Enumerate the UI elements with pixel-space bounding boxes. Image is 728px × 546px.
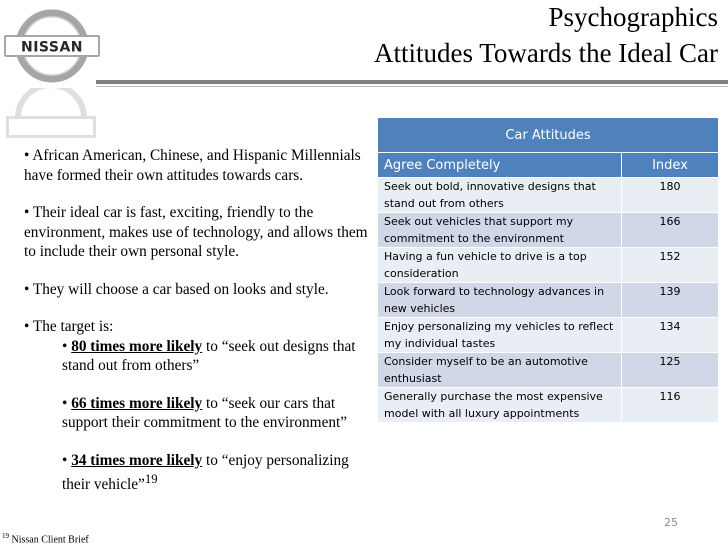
table-row (378, 248, 718, 283)
row-index: 125 (622, 353, 719, 388)
footnote: $^{19}$ Nissan Client Brief (2, 532, 89, 546)
target-heading: • The target is: (24, 318, 114, 335)
footnote-reference: 19 (144, 472, 158, 486)
row-statement: Enjoy personalizing my vehicles to reflect my individual tastes (378, 318, 622, 353)
table-row (378, 283, 718, 318)
table-row (378, 178, 718, 213)
table-title: Car Attitudes (378, 118, 718, 153)
row-index: 134 (622, 318, 719, 353)
row-index: 152 (622, 248, 719, 283)
bullet-list (24, 146, 369, 513)
page-subtitle: Attitudes Towards the Ideal Car (373, 38, 718, 68)
bullet-item: • They will choose a car based on looks and style. (24, 280, 329, 298)
car-attitudes-table (378, 118, 718, 422)
target-item: • 80 times more likely to “seek out designs that stand out from others” (62, 337, 356, 374)
target-item: • 34 times more likely to “enjoy personalizing their vehicle”$^{19}$ (62, 451, 349, 494)
column-header-statement: Agree Completely (378, 153, 622, 178)
bullet-item: • Their ideal car is fast, exciting, friendly to the environment, makes use of technology, and allows them to include their own personal style. (24, 204, 368, 260)
row-statement: Look forward to technology advances in new vehicles (378, 283, 622, 318)
page-title: Psychographics (548, 2, 718, 32)
row-statement: Seek out vehicles that support my commitment to the environment (378, 213, 622, 248)
row-statement: Generally purchase the most expensive model with all luxury appointments (378, 388, 622, 423)
page-number: 25 (664, 516, 678, 529)
target-emphasis: 66 times more likely (71, 394, 203, 412)
table-row (378, 388, 718, 423)
logo-reflection (6, 88, 96, 150)
table-row (378, 213, 718, 248)
logo-text: NISSAN (20, 39, 84, 56)
row-statement: Consider myself to be an automotive enthusiast (378, 353, 622, 388)
table-row (378, 318, 718, 353)
row-index: 116 (622, 388, 719, 423)
table-header-row (378, 153, 718, 178)
target-item: • 66 times more likely to “seek our cars that support their commitment to the environment” (62, 394, 348, 431)
column-header-index: Index (622, 153, 719, 178)
target-emphasis: 80 times more likely (71, 337, 203, 355)
row-index: 166 (622, 213, 719, 248)
nissan-logo (4, 6, 100, 86)
table-row (378, 353, 718, 388)
row-statement: Seek out bold, innovative designs that stand out from others (378, 178, 622, 213)
row-index: 139 (622, 283, 719, 318)
row-index: 180 (622, 178, 719, 213)
bullet-item: • African American, Chinese, and Hispanic Millennials have formed their own attitudes towards cars. (24, 147, 361, 184)
title-divider-thin (96, 86, 728, 87)
title-divider (96, 80, 728, 84)
row-statement: Having a fun vehicle to drive is a top consideration (378, 248, 622, 283)
target-emphasis: 34 times more likely (71, 451, 203, 469)
